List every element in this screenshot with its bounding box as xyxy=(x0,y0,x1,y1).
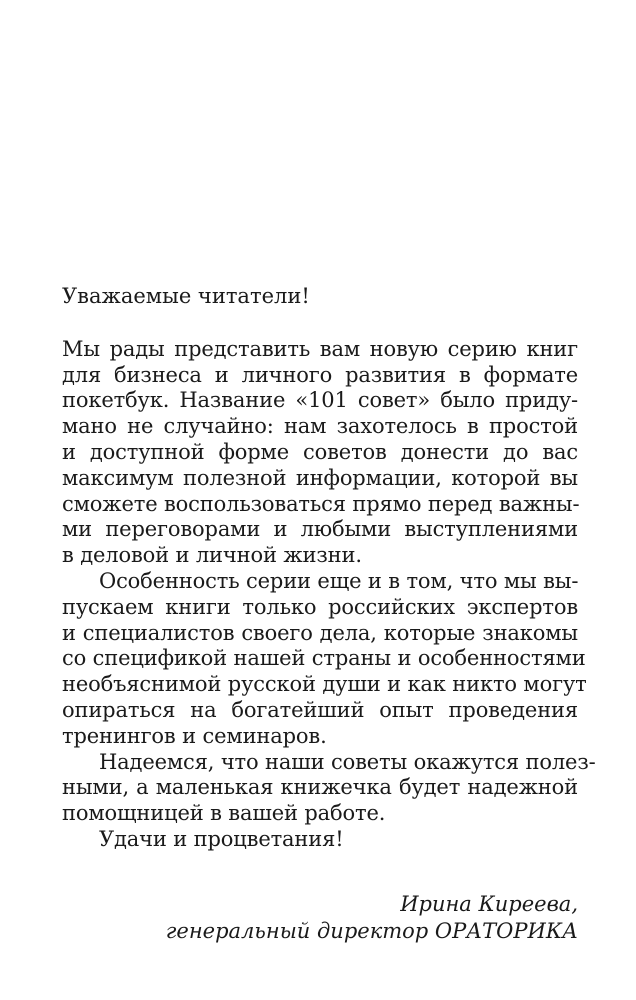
paragraph-line: ми переговорами и любыми выступлениями xyxy=(62,517,578,542)
paragraph-line: и специалистов своего дела, которые знакомы xyxy=(62,620,578,645)
paragraph-line: покетбук. Название «101 совет» было приду- xyxy=(62,388,578,413)
paragraph-line: Надеемся, что наши советы окажутся полез- xyxy=(99,749,596,774)
paragraph-line: опираться на богатейший опыт проведения xyxy=(62,697,578,722)
paragraph-3 xyxy=(62,749,596,827)
paragraph-line: максимум полезной информации, которой вы xyxy=(62,465,578,490)
signature-name: Ирина Киреева, xyxy=(400,891,578,916)
letter-greeting: Уважаемые читатели! xyxy=(62,284,310,308)
paragraph-line: для бизнеса и личного развития в формате xyxy=(62,362,578,387)
paragraph-line: Особенность серии еще и в том, что мы вы- xyxy=(99,568,579,593)
signature-title: генеральный директор ОРАТОРИКА xyxy=(165,918,578,943)
paragraph-line: сможете воспользоваться прямо перед важны- xyxy=(62,491,580,516)
paragraph-line: помощницей в вашей работе. xyxy=(62,801,386,826)
paragraph-4 xyxy=(62,827,578,853)
paragraph-line: Удачи и процветания! xyxy=(99,826,344,851)
paragraph-2 xyxy=(62,568,587,750)
paragraph-line: Мы рады представить вам новую серию книг xyxy=(62,336,578,361)
paragraph-line: и доступной форме советов донести до вас xyxy=(62,439,578,464)
letter-page xyxy=(62,284,596,945)
paragraph-line: со спецификой нашей страны и особенностями xyxy=(62,646,586,671)
paragraph-line: необъяснимой русской души и как никто могут xyxy=(62,672,587,697)
letter-body xyxy=(62,336,596,853)
signature-block xyxy=(62,891,578,945)
paragraph-line: мано не случайно: нам захотелось в простой xyxy=(62,414,578,439)
paragraph-1 xyxy=(62,337,578,569)
paragraph-line: в деловой и личной жизни. xyxy=(62,543,362,568)
paragraph-line: ными, а маленькая книжечка будет надежной xyxy=(62,775,578,800)
paragraph-line: пускаем книги только российских экспертов xyxy=(62,594,578,619)
paragraph-line: тренингов и семинаров. xyxy=(62,723,327,748)
